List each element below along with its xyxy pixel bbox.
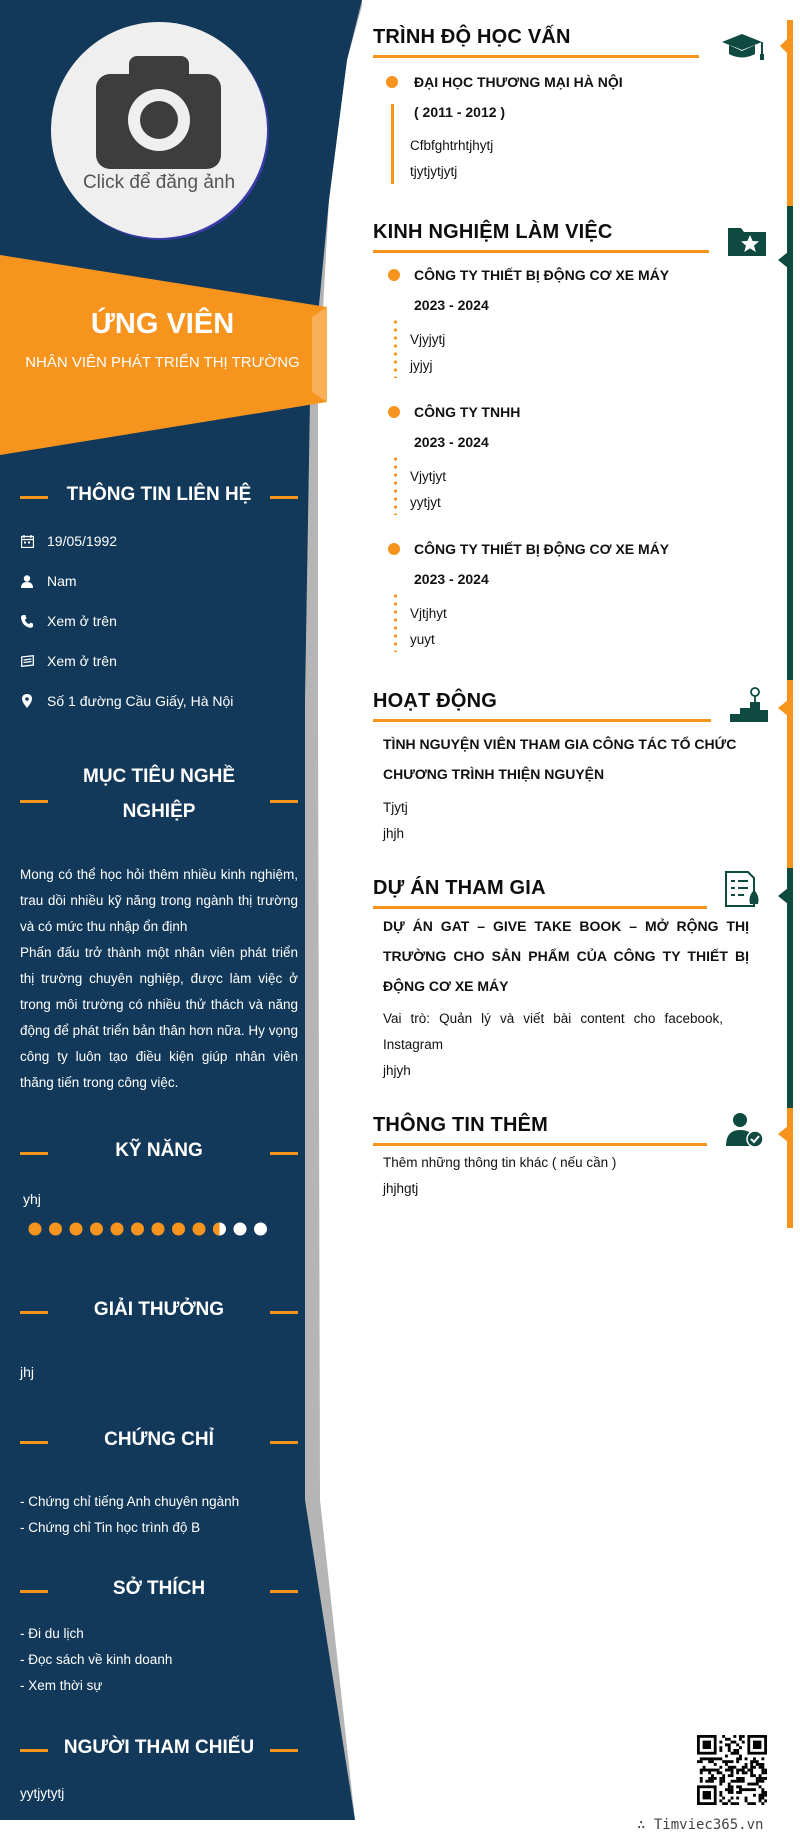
contact-email-value: Xem ở trên <box>47 653 117 669</box>
certificates-section-header <box>20 1429 298 1459</box>
job-detail: Vjtjhyt <box>410 606 447 621</box>
job-period: 2023 - 2024 <box>414 571 489 587</box>
timeline-dotted-line <box>394 455 397 515</box>
candidate-name: ỨNG VIÊN <box>90 308 235 340</box>
hobby-item: - Đi du lịch <box>20 1626 84 1641</box>
project-heading: DỰ ÁN GAT – GIVE TAKE BOOK – MỞ RỘNG THỊ <box>383 918 749 934</box>
awards-text: jhj <box>20 1364 35 1380</box>
contact-birthday <box>20 531 117 551</box>
activity-detail: Tjytj <box>383 800 408 815</box>
job-detail: yuyt <box>410 632 435 647</box>
qr-code-icon <box>697 1735 767 1805</box>
activity-detail: jhjh <box>383 826 405 841</box>
header-line-right <box>270 1441 298 1444</box>
podium-icon <box>728 686 770 724</box>
header-line-right <box>270 1311 298 1314</box>
additional-title: THÔNG TIN THÊM <box>373 1114 549 1136</box>
job-company: CÔNG TY THIẾT BỊ ĐỘNG CƠ XE MÁY <box>414 267 670 283</box>
references-title: NGƯỜI THAM CHIẾU <box>63 1737 255 1758</box>
education-school: ĐẠI HỌC THƯƠNG MẠI HÀ NỘI <box>414 74 623 90</box>
job-detail: Vjytjyt <box>410 469 447 484</box>
certificate-item: - Chứng chỉ tiếng Anh chuyên ngành <box>20 1494 240 1509</box>
timeline-dotted-line <box>394 592 397 652</box>
job-detail: jyjyj <box>410 358 433 373</box>
camera-icon <box>51 22 267 238</box>
photo-caption: Click để đăng ảnh <box>82 172 236 193</box>
objective-title-line1: MỤC TIÊU NGHỀ <box>83 766 235 787</box>
job-detail: yytjyt <box>410 495 441 510</box>
projects-title: DỰ ÁN THAM GIA <box>373 877 546 899</box>
additional-detail: jhjhgtj <box>383 1181 419 1196</box>
experience-title: KINH NGHIỆM LÀM VIỆC <box>373 221 613 243</box>
timeline-dotted-line <box>394 318 397 378</box>
user-icon <box>20 574 34 588</box>
job-company: CÔNG TY THIẾT BỊ ĐỘNG CƠ XE MÁY <box>414 541 670 557</box>
activity-heading: TÌNH NGUYỆN VIÊN THAM GIA CÔNG TÁC TỔ CHỨC <box>383 736 737 752</box>
additional-detail: Thêm những thông tin khác ( nếu cần ) <box>383 1155 617 1170</box>
project-checklist-icon <box>724 870 764 910</box>
folder-star-icon <box>728 224 768 258</box>
calendar-icon <box>20 534 34 548</box>
phone-icon <box>20 614 34 628</box>
job-period: 2023 - 2024 <box>414 434 489 450</box>
location-icon <box>20 694 34 708</box>
timeline-dot <box>388 406 400 418</box>
skill-dot <box>254 1223 267 1236</box>
certificate-item: - Chứng chỉ Tin học trình độ B <box>20 1520 201 1535</box>
references-section-header <box>20 1737 298 1767</box>
additional-underline <box>373 1143 707 1146</box>
skill-dot <box>193 1223 206 1236</box>
contact-section-header <box>20 484 298 514</box>
contact-phone-value: Xem ở trên <box>47 613 117 629</box>
user-check-icon <box>726 1112 766 1150</box>
skill-dot <box>111 1223 124 1236</box>
graduation-cap-icon <box>720 30 768 70</box>
contact-title: THÔNG TIN LIÊN HỆ <box>66 484 252 505</box>
skill-dot <box>152 1223 165 1236</box>
skill-dot <box>234 1223 247 1236</box>
education-period: ( 2011 - 2012 ) <box>414 104 506 120</box>
brand-footer: ∴ Timviec365.vn <box>637 1817 764 1833</box>
header-line-right <box>270 1152 298 1155</box>
contact-phone <box>20 611 117 631</box>
projects-underline <box>373 906 707 909</box>
objective-paragraph-1: Mong có thể học hỏi thêm nhiều kinh nghiệm, trau dồi nhiều kỹ năng trong ngành thị trường và có mức thu nhập ổn định <box>20 867 298 934</box>
header-line-right <box>270 800 298 803</box>
contact-email <box>20 651 117 671</box>
project-role: Instagram <box>383 1037 444 1052</box>
skill-dot <box>29 1223 42 1236</box>
education-detail: Cfbfghtrhtjhytj <box>410 138 494 153</box>
skill-dot <box>70 1223 83 1236</box>
timeline-dot <box>388 543 400 555</box>
hobby-item: - Xem thời sự <box>20 1678 103 1693</box>
project-detail: jhjyh <box>383 1063 411 1078</box>
awards-title: GIẢI THƯỞNG <box>93 1299 225 1320</box>
skill-rating <box>28 1220 268 1238</box>
skill-name: yhj <box>23 1191 41 1207</box>
timeline-dot <box>388 269 400 281</box>
objective-section-header <box>20 766 298 836</box>
education-title: TRÌNH ĐỘ HỌC VẤN <box>373 26 571 48</box>
right-edge-notches <box>772 0 792 1841</box>
timeline-line <box>391 104 394 184</box>
project-role: Vai trò: Quản lý và viết bài content cho facebook, <box>383 1011 723 1026</box>
timeline-dot <box>386 76 398 88</box>
project-heading: ĐỘNG CƠ XE MÁY <box>383 978 509 994</box>
job-detail: Vjyjytj <box>410 332 446 347</box>
photo-upload[interactable] <box>51 22 267 238</box>
skill-dot <box>90 1223 103 1236</box>
header-line-right <box>270 1590 298 1593</box>
skill-dot <box>172 1223 185 1236</box>
candidate-position: NHÂN VIÊN PHÁT TRIỂN THỊ TRƯỜNG <box>25 354 300 371</box>
skills-title: KỸ NĂNG <box>115 1140 203 1161</box>
contact-address-value: Số 1 đường Cầu Giấy, Hà Nội <box>47 693 234 709</box>
skill-dot-half <box>213 1223 219 1236</box>
job-company: CÔNG TY TNHH <box>414 404 521 420</box>
contact-address <box>20 691 233 711</box>
header-line-right <box>270 496 298 499</box>
certificates-title: CHỨNG CHỈ <box>104 1429 214 1450</box>
email-icon <box>20 654 34 668</box>
hobbies-section-header <box>20 1578 298 1608</box>
activities-underline <box>373 719 711 722</box>
objective-title-line2: NGHIỆP <box>122 801 196 822</box>
job-period: 2023 - 2024 <box>414 297 489 313</box>
activities-title: HOẠT ĐỘNG <box>373 690 498 712</box>
skill-dot <box>49 1223 62 1236</box>
contact-gender-value: Nam <box>47 573 77 589</box>
contact-birthday-value: 19/05/1992 <box>47 533 118 549</box>
header-line-right <box>270 1749 298 1752</box>
awards-section-header <box>20 1299 298 1329</box>
education-underline <box>373 55 699 58</box>
hobby-item: - Đọc sách về kinh doanh <box>20 1652 173 1667</box>
hobbies-title: SỞ THÍCH <box>112 1578 206 1599</box>
objective-paragraph-2: Phấn đấu trở thành một nhân viên phát triển thị trường chuyên nghiệp, được làm việc ở trong môi trường có nhiều thử thách và năng động để phát triển bản thân hơn nữa. Hy vọng công ty luôn tạo điều kiện giúp nhân viên thăng tiến trong công việc. <box>20 945 298 1090</box>
education-detail: tjytjytjytj <box>410 164 458 179</box>
project-heading: TRƯỜNG CHO SẢN PHẨM CỦA CÔNG TY THIẾT BỊ <box>383 948 749 964</box>
contact-gender <box>20 571 77 591</box>
experience-underline <box>373 250 709 253</box>
references-text: yytjytytj <box>20 1786 65 1801</box>
skills-section-header <box>20 1140 298 1170</box>
activity-heading: CHƯƠNG TRÌNH THIỆN NGUYỆN <box>383 766 605 782</box>
skill-dot <box>131 1223 144 1236</box>
